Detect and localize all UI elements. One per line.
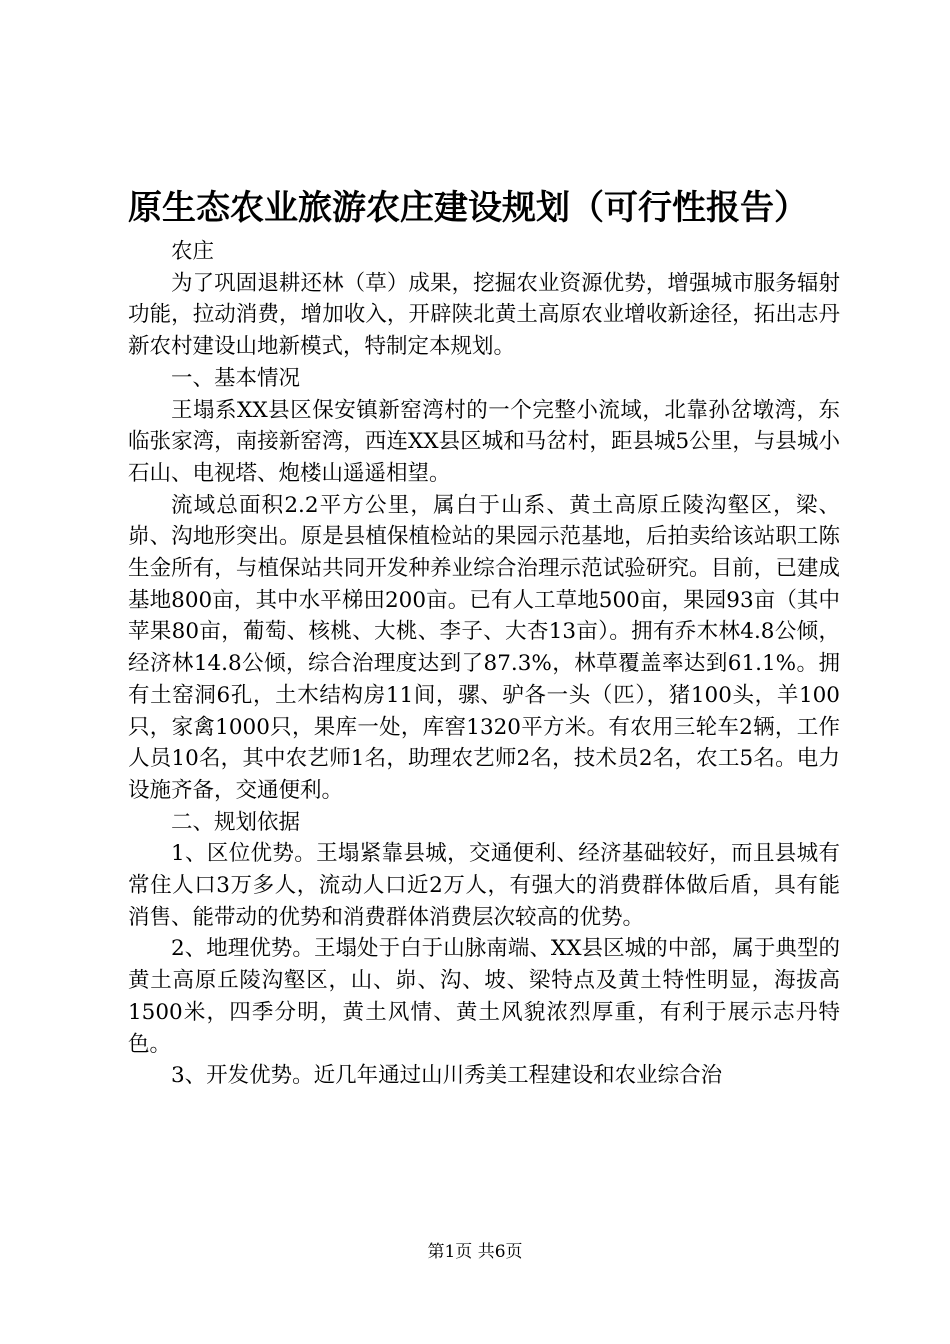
- paragraph-watershed: 流域总面积2.2平方公里，属白于山系、黄土高原丘陵沟壑区，梁、峁、沟地形突出。原是县植保植检站的果园示范基地，后拍卖给该站职工陈生金所有，与植保站共同开发种养业综合治理示范试验研究。目前，已建成基地800亩，其中水平梯田200亩。已有人工草地500亩，果园93亩（其中苹果80亩，葡萄、核桃、大桃、李子、大杏13亩）。拥有乔木林4.8公倾，经济林14.8公倾，综合治理度达到了87.3%，林草覆盖率达到61.1%。拥有土窑洞6孔，土木结构房11间，骡、驴各一头（匹），猪100头，羊100只，家禽1000只，果库一处，库窖1320平方米。有农用三轮车2辆，工作人员10名，其中农艺师1名，助理农艺师2名，技术员2名，农工5名。电力设施齐备，交通便利。: [128, 492, 840, 803]
- paragraph-location: 王塌系XX县区保安镇新窑湾村的一个完整小流域，北靠孙岔墩湾，东临张家湾，南接新窑湾，西连XX县区城和马岔村，距县城5公里，与县城小石山、电视塔、炮楼山遥遥相望。: [128, 397, 840, 486]
- paragraph-intro: 为了巩固退耕还林（草）成果，挖掘农业资源优势，增强城市服务辐射功能，拉动消费，增加收入，开辟陕北黄土高原农业增收新途径，拓出志丹新农村建设山地新模式，特制定本规划。: [128, 270, 840, 360]
- section-heading-basic-situation: 一、基本情况: [171, 365, 301, 391]
- paragraph-location-advantage: 1、区位优势。王塌紧靠县城，交通便利、经济基础较好，而且县城有常住人口3万多人，流动人口近2万人，有强大的消费群体做后盾，具有能消售、能带动的优势和消费群体消费层次较高的优势。: [128, 841, 840, 930]
- section-heading-planning-basis: 二、规划依据: [171, 809, 301, 835]
- paragraph-development-advantage: 3、开发优势。近几年通过山川秀美工程建设和农业综合治: [171, 1063, 723, 1089]
- paragraph-geographic-advantage: 2、地理优势。王塌处于白于山脉南端、XX县区城的中部，属于典型的黄土高原丘陵沟壑区，山、峁、沟、坡、梁特点及黄土特性明显，海拔高1500米，四季分明，黄土风情、黄土风貌浓烈厚重，有利于展示志丹特色。: [128, 936, 840, 1057]
- document-body: [128, 236, 840, 1092]
- paragraph-heading-farm: 农庄: [171, 239, 215, 264]
- page-footer: 第1页 共6页: [427, 1242, 523, 1262]
- document-title: 原生态农业旅游农庄建设规划（可行性报告）: [128, 188, 808, 228]
